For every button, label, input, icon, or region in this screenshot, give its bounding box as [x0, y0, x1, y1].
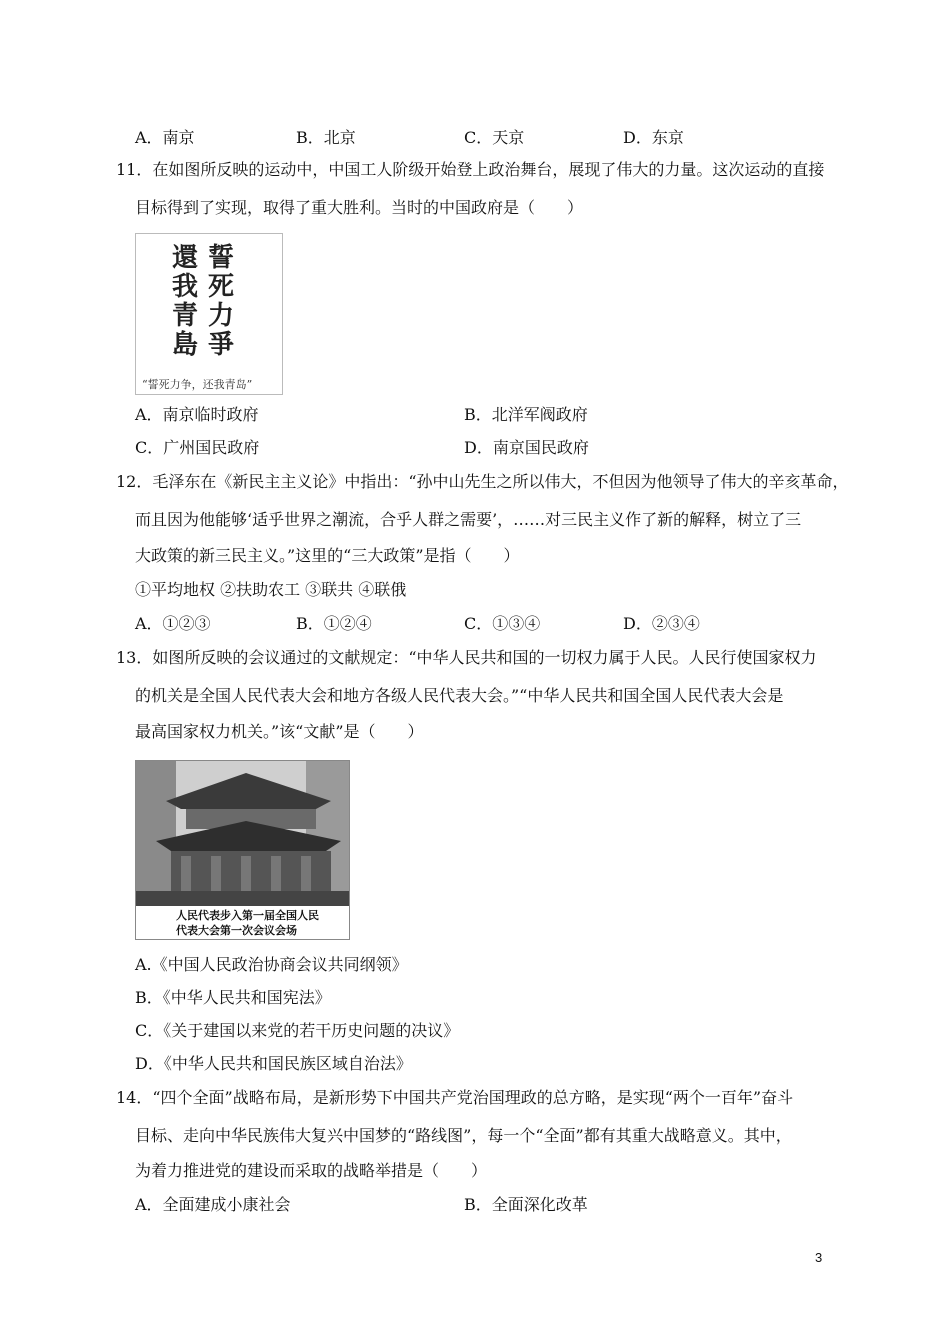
- q13-option-c: C．《关于建国以来党的若干历史问题的决议》: [135, 1021, 460, 1040]
- q13-option-d: D．《中华人民共和国民族区域自治法》: [135, 1054, 412, 1073]
- q11-figure-caption: “誓死力争，还我青岛”: [142, 378, 253, 391]
- q13-figure-caption-line2: 代表大会第一次会议会场: [176, 924, 297, 937]
- calligraphy-right-column: 誓死力爭: [208, 243, 235, 360]
- q11-stem-line1: 11．在如图所反映的运动中，中国工人阶级开始登上政治舞台，展现了伟大的力量。这次运动的直接: [116, 160, 825, 179]
- q14-option-b: B．全面深化改革: [464, 1195, 588, 1214]
- q10-option-b: B．北京: [296, 128, 356, 147]
- q14-option-a: A．全面建成小康社会: [135, 1195, 291, 1214]
- q11-stem-line2: 目标得到了实现，取得了重大胜利。当时的中国政府是（ ）: [135, 198, 584, 217]
- q12-option-b: B．①②④: [296, 614, 372, 633]
- q11-option-d: D．南京国民政府: [464, 438, 589, 457]
- page-number: 3: [815, 1250, 823, 1265]
- q13-option-b: B．《中华人民共和国宪法》: [135, 988, 331, 1007]
- q13-stem-line2: 的机关是全国人民代表大会和地方各级人民代表大会。”“中华人民共和国全国人民代表大会是: [135, 686, 784, 705]
- q11-option-a: A．南京临时政府: [135, 405, 259, 424]
- q11-option-b: B．北洋军阀政府: [464, 405, 588, 424]
- q11-figure-calligraphy: [135, 233, 283, 395]
- q12-stem-line1: 12．毛泽东在《新民主主义论》中指出：“孙中山先生之所以伟大，不但因为他领导了伟大的辛亥革命，: [116, 472, 849, 491]
- q10-option-a: A．南京: [135, 128, 195, 147]
- calligraphy-left-column: 還我青島: [172, 243, 199, 360]
- q12-stem-line3: 大政策的新三民主义。”这里的“三大政策”是指（ ）: [135, 546, 520, 565]
- q11-option-c: C．广州国民政府: [135, 438, 260, 457]
- q13-figure-caption-line1: 人民代表步入第一届全国人民: [176, 909, 319, 922]
- q12-option-d: D．②③④: [623, 614, 700, 633]
- q12-stem-line2: 而且因为他能够‘适乎世界之潮流，合乎人群之需要’，……对三民主义作了新的解释，树立了三: [135, 510, 802, 529]
- q14-stem-line1: 14．“四个全面”战略布局，是新形势下中国共产党治国理政的总方略，是实现“两个一百年”奋斗: [116, 1088, 794, 1107]
- q10-option-d: D．东京: [623, 128, 684, 147]
- q13-figure-photo: [135, 760, 350, 940]
- q12-items: ①平均地权 ②扶助农工 ③联共 ④联俄: [135, 580, 407, 599]
- q10-option-c: C．天京: [464, 128, 525, 147]
- q13-stem-line3: 最高国家权力机关。”该“文献”是（ ）: [135, 722, 424, 741]
- q12-option-c: C．①③④: [464, 614, 541, 633]
- q14-stem-line2: 目标、走向中华民族伟大复兴中国梦的“路线图”，每一个“全面”都有其重大战略意义。其中，: [135, 1126, 792, 1145]
- q14-stem-line3: 为着力推进党的建设而采取的战略举措是（ ）: [135, 1161, 488, 1180]
- q13-option-a: A.《中国人民政治协商会议共同纲领》: [135, 955, 408, 974]
- q13-stem-line1: 13．如图所反映的会议通过的文献规定：“中华人民共和国的一切权力属于人民。人民行使国家权力: [116, 648, 817, 667]
- q12-option-a: A．①②③: [135, 614, 211, 633]
